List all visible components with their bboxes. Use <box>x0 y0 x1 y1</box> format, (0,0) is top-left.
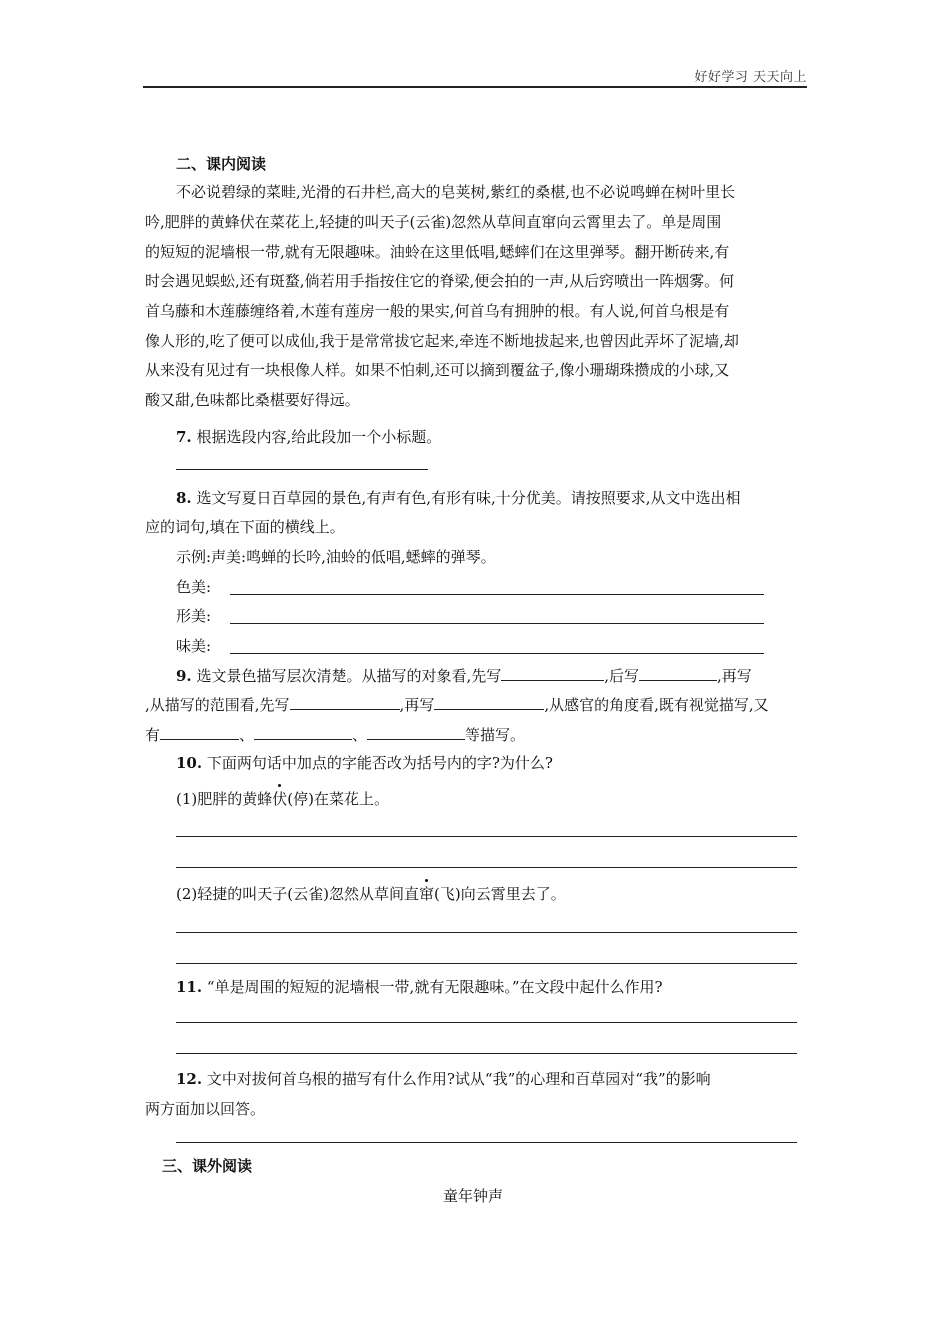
question-number: 11. <box>176 978 203 996</box>
question-7 <box>176 427 441 447</box>
fill-blank[interactable] <box>254 724 352 740</box>
question-8 <box>176 488 741 508</box>
question-text: “单是周围的短短的泥墙根一带,就有无限趣味。”在文段中起什么作用? <box>206 978 663 996</box>
question-9 <box>176 665 752 686</box>
sentence-text: (1)肥胖的黄蜂 <box>176 790 273 808</box>
question-text: 等描写。 <box>465 726 526 744</box>
question-text: ,再写 <box>399 696 435 714</box>
answer-line[interactable] <box>230 653 764 654</box>
question-number: 9. <box>176 667 192 685</box>
question-text: 根据选段内容,给此段加一个小标题。 <box>196 428 442 446</box>
answer-line[interactable] <box>176 867 797 868</box>
answer-line[interactable] <box>230 623 764 624</box>
dotted-character: 窜 <box>418 885 434 903</box>
dotted-character: 伏 <box>272 790 288 808</box>
passage-line: 不必说碧绿的菜畦,光滑的石井栏,高大的皂荚树,紫红的桑椹,也不必说鸣蝉在树叶里长 <box>176 183 736 201</box>
fill-blank[interactable] <box>367 724 465 740</box>
sentence-1 <box>176 789 389 809</box>
passage-line: 吟,肥胖的黄蜂伏在菜花上,轻捷的叫天子(云雀)忽然从草间直窜向云霄里去了。单是周围 <box>145 213 722 231</box>
passage-line: 的短短的泥墙根一带,就有无限趣味。油蛉在这里低唱,蟋蟀们在这里弹琴。翻开断砖来,有 <box>145 243 730 261</box>
sentence-text: (停)在菜花上。 <box>287 790 389 808</box>
passage-line: 首乌藤和木莲藤缠络着,木莲有莲房一般的果实,何首乌有拥肿的根。有人说,何首乌根是有 <box>145 302 730 320</box>
question-number: 7. <box>176 428 192 446</box>
passage-line: 从来没有见过有一块根像人样。如果不怕刺,还可以摘到覆盆子,像小珊瑚珠攒成的小球,又 <box>145 361 730 379</box>
answer-line[interactable] <box>230 594 764 595</box>
answer-line[interactable] <box>176 932 797 933</box>
header-motto: 好好学习 天天向上 <box>694 70 807 85</box>
question-10 <box>176 753 553 773</box>
fill-blank[interactable] <box>434 694 544 710</box>
question-text: ,再写 <box>717 667 752 685</box>
sentence-2 <box>176 884 566 904</box>
question-11 <box>176 977 663 997</box>
header-divider <box>143 86 807 88</box>
sentence-text: (2)轻捷的叫天子(云雀)忽然从草间直 <box>176 885 419 903</box>
question-text: 选文写夏日百草园的景色,有声有色,有形有味,十分优美。请按照要求,从文中选出相 <box>196 489 741 507</box>
question-text: ,后写 <box>604 667 640 685</box>
question-text: 下面两句话中加点的字能否改为括号内的字?为什么? <box>206 754 553 772</box>
answer-line[interactable] <box>176 1142 797 1143</box>
fill-blank[interactable] <box>639 665 717 681</box>
section-title: 三、课外阅读 <box>162 1157 253 1175</box>
answer-line[interactable] <box>176 963 797 964</box>
article-title: 童年钟声 <box>443 1187 504 1205</box>
section-title: 二、课内阅读 <box>176 155 267 173</box>
passage-line: 时会遇见蜈蚣,还有斑蝥,倘若用手指按住它的脊梁,便会拍的一声,从后窍喷出一阵烟雾。何 <box>145 272 735 290</box>
answer-line[interactable] <box>176 1022 797 1023</box>
sentence-text: (飞)向云霄里去了。 <box>433 885 566 903</box>
question-text: ,从描写的范围看,先写 <box>145 696 290 714</box>
fill-blank[interactable] <box>160 724 239 740</box>
separator: 、 <box>239 726 255 744</box>
answer-line[interactable] <box>176 469 428 470</box>
answer-line[interactable] <box>176 1053 797 1054</box>
passage-line: 像人形的,吃了便可以成仙,我于是常常拔它起来,牵连不断地拔起来,也曾因此弄坏了泥墙,却 <box>145 332 739 350</box>
question-number: 10. <box>176 754 203 772</box>
fill-blank[interactable] <box>501 665 604 681</box>
answer-line[interactable] <box>176 836 797 837</box>
shape-label: 形美: <box>176 607 212 625</box>
question-text: 有 <box>145 726 161 744</box>
fill-blank[interactable] <box>290 694 400 710</box>
question-9-line3 <box>145 724 525 745</box>
question-text-continued: 两方面加以回答。 <box>145 1100 266 1118</box>
question-9-line2 <box>145 694 769 715</box>
question-number: 8. <box>176 489 192 507</box>
question-text: ,从感官的角度看,既有视觉描写,又 <box>544 696 769 714</box>
question-text: 选文景色描写层次清楚。从描写的对象看,先写 <box>196 667 502 685</box>
question-text-continued: 应的词句,填在下面的横线上。 <box>145 518 345 536</box>
color-label: 色美: <box>176 578 212 596</box>
passage-line: 酸又甜,色味都比桑椹要好得远。 <box>145 391 360 409</box>
question-number: 12. <box>176 1070 203 1088</box>
taste-label: 味美: <box>176 637 212 655</box>
example-text: 示例:声美:鸣蝉的长吟,油蛉的低唱,蟋蟀的弹琴。 <box>176 548 496 566</box>
question-12 <box>176 1069 711 1089</box>
separator: 、 <box>352 726 368 744</box>
question-text: 文中对拔何首乌根的描写有什么作用?试从“我”的心理和百草园对“我”的影响 <box>206 1070 711 1088</box>
